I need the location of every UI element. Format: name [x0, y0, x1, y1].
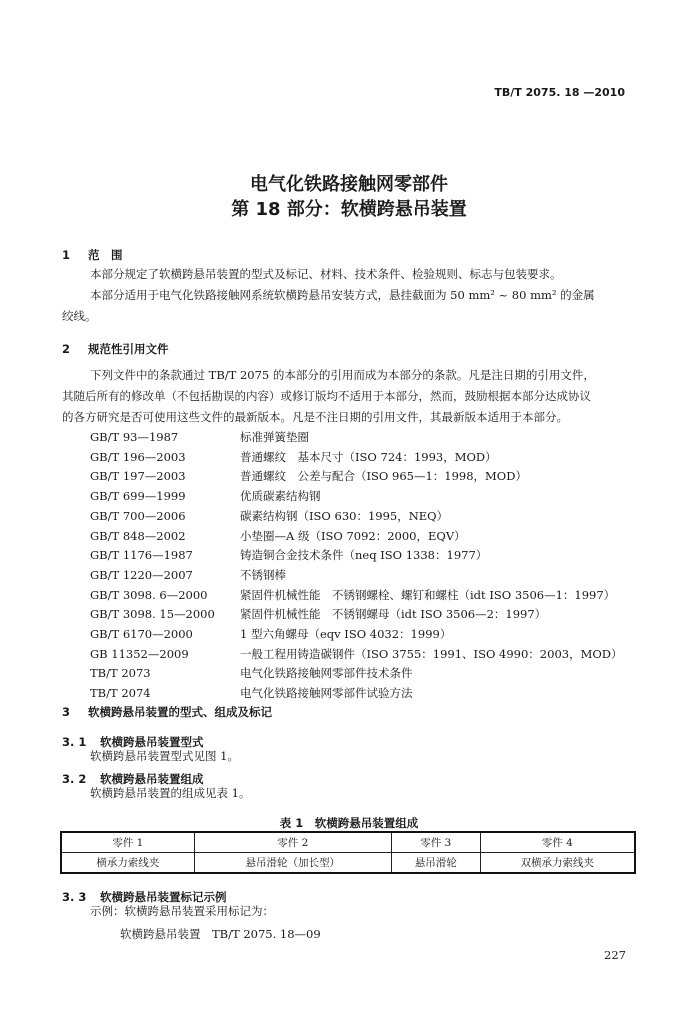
reference-code: GB/T 1220—2007: [90, 567, 193, 582]
reference-item: [90, 427, 309, 447]
reference-item: [90, 585, 615, 605]
reference-code: GB/T 848—2002: [90, 528, 186, 543]
table-header-cell: 零件 1: [61, 832, 194, 853]
section-number: 3: [62, 705, 71, 719]
section-title: 范 围: [88, 248, 123, 262]
paragraph: 绞线。: [62, 309, 97, 323]
reference-title: 不锈钢棒: [240, 567, 286, 582]
reference-item: [90, 624, 451, 644]
reference-item: [90, 663, 413, 683]
reference-code: GB 11352—2009: [90, 646, 189, 661]
reference-item: [90, 545, 487, 565]
section-number: 2: [62, 342, 71, 356]
reference-title: 电气化铁路接触网零部件试验方法: [240, 686, 413, 701]
subsection-number: 3. 3: [62, 890, 87, 904]
paragraph: 其随后所有的修改单（不包括勘误的内容）或修订版均不适用于本部分，然而，鼓励根据本部分达成协议: [62, 389, 591, 403]
reference-code: GB/T 700—2006: [90, 508, 186, 523]
reference-code: GB/T 699—1999: [90, 489, 186, 504]
example-text: 示例：软横跨悬吊装置采用标记为：: [90, 904, 274, 918]
reference-code: GB/T 197—2003: [90, 469, 186, 484]
reference-code: TB/T 2074: [90, 686, 151, 701]
paragraph: 软横跨悬吊装置型式见图 1。: [90, 749, 239, 763]
reference-title: 小垫圈—A 级（ISO 7092：2000，EQV）: [240, 528, 466, 543]
reference-code: GB/T 3098. 15—2000: [90, 607, 215, 622]
reference-item: [90, 466, 527, 486]
reference-item: [90, 506, 448, 526]
reference-title: 一般工程用铸造碳钢件（ISO 3755：1991、ISO 4990：2003，MOD）: [240, 646, 623, 661]
table-cell: 悬吊滑轮: [391, 853, 480, 874]
reference-item: [90, 644, 623, 664]
reference-code: GB/T 3098. 6—2000: [90, 587, 208, 602]
example-mark: 软横跨悬吊装置 TB/T 2075. 18—09: [120, 927, 321, 941]
reference-code: GB/T 6170—2000: [90, 627, 193, 641]
reference-item: [90, 683, 413, 703]
reference-title: 紧固件机械性能 不锈钢螺母（idt ISO 3506—2：1997）: [240, 607, 547, 622]
reference-title: 标准弹簧垫圈: [240, 430, 309, 444]
section-3-heading: [62, 704, 272, 720]
reference-title: 1 型六角螺母（eqv ISO 4032：1999）: [240, 627, 452, 641]
reference-title: 碳素结构钢（ISO 630：1995，NEQ）: [240, 508, 449, 523]
subsection-title: 软横跨悬吊装置型式: [100, 735, 204, 749]
reference-item: [90, 526, 466, 546]
reference-item: [90, 565, 286, 585]
table-caption: 表 1 软横跨悬吊装置组成: [279, 816, 419, 830]
section-2-heading: [62, 341, 169, 357]
paragraph: 的各方研究是否可使用这些文件的最新版本。凡是不注日期的引用文件，其最新版本适用于本部分。: [62, 410, 568, 424]
paragraph: 下列文件中的条款通过 TB/T 2075 的本部分的引用而成为本部分的条款。凡是注日期的引用文件，: [90, 368, 595, 382]
components-table: [60, 831, 636, 874]
table-cell: 横承力索线夹: [61, 853, 194, 874]
paragraph: 本部分规定了软横跨悬吊装置的型式及标记、材料、技术条件、检验规则、标志与包装要求。: [90, 267, 562, 281]
subsection-title: 软横跨悬吊装置标记示例: [100, 890, 227, 904]
reference-code: GB/T 93—1987: [90, 430, 179, 444]
reference-title: 普通螺纹 基本尺寸（ISO 724：1993，MOD）: [240, 449, 497, 464]
document-title-line1: 电气化铁路接触网零部件: [250, 174, 448, 195]
page-number: 227: [604, 948, 626, 962]
document-title-line2: 第 18 部分：软横跨悬吊装置: [231, 199, 467, 220]
reference-title: 铸造铜合金技术条件（neq ISO 1338：1977）: [240, 548, 488, 563]
table-header-cell: 零件 4: [480, 832, 635, 853]
reference-item: [90, 604, 546, 624]
reference-code: GB/T 1176—1987: [90, 548, 193, 563]
reference-item: [90, 447, 497, 467]
reference-code: GB/T 196—2003: [90, 449, 186, 464]
reference-title: 普通螺纹 公差与配合（ISO 965—1：1998，MOD）: [240, 469, 527, 484]
reference-title: 紧固件机械性能 不锈钢螺栓、螺钉和螺柱（idt ISO 3506—1：1997）: [240, 587, 616, 602]
table-cell: 双横承力索线夹: [480, 853, 635, 874]
section-1-heading: [62, 247, 123, 263]
table-header-cell: 零件 3: [391, 832, 480, 853]
table-header-row: [61, 832, 635, 853]
reference-title: 优质碳素结构钢: [240, 489, 321, 504]
section-title: 规范性引用文件: [88, 342, 169, 356]
standard-number: TB/T 2075. 18 —2010: [494, 86, 625, 99]
subsection-title: 软横跨悬吊装置组成: [100, 772, 204, 786]
subsection-number: 3. 1: [62, 735, 87, 749]
reference-title: 电气化铁路接触网零部件技术条件: [240, 666, 413, 681]
table-row: [61, 853, 635, 874]
reference-code: TB/T 2073: [90, 666, 151, 681]
reference-item: [90, 486, 321, 506]
table-header-cell: 零件 2: [194, 832, 391, 853]
paragraph: 软横跨悬吊装置的组成见表 1。: [90, 786, 251, 800]
paragraph: 本部分适用于电气化铁路接触网系统软横跨悬吊安装方式，悬挂截面为 50 mm² ~ 80 mm² 的金属: [90, 288, 595, 302]
table-cell: 悬吊滑轮（加长型）: [194, 853, 391, 874]
section-number: 1: [62, 248, 71, 262]
section-title: 软横跨悬吊装置的型式、组成及标记: [88, 705, 272, 719]
subsection-number: 3. 2: [62, 772, 87, 786]
